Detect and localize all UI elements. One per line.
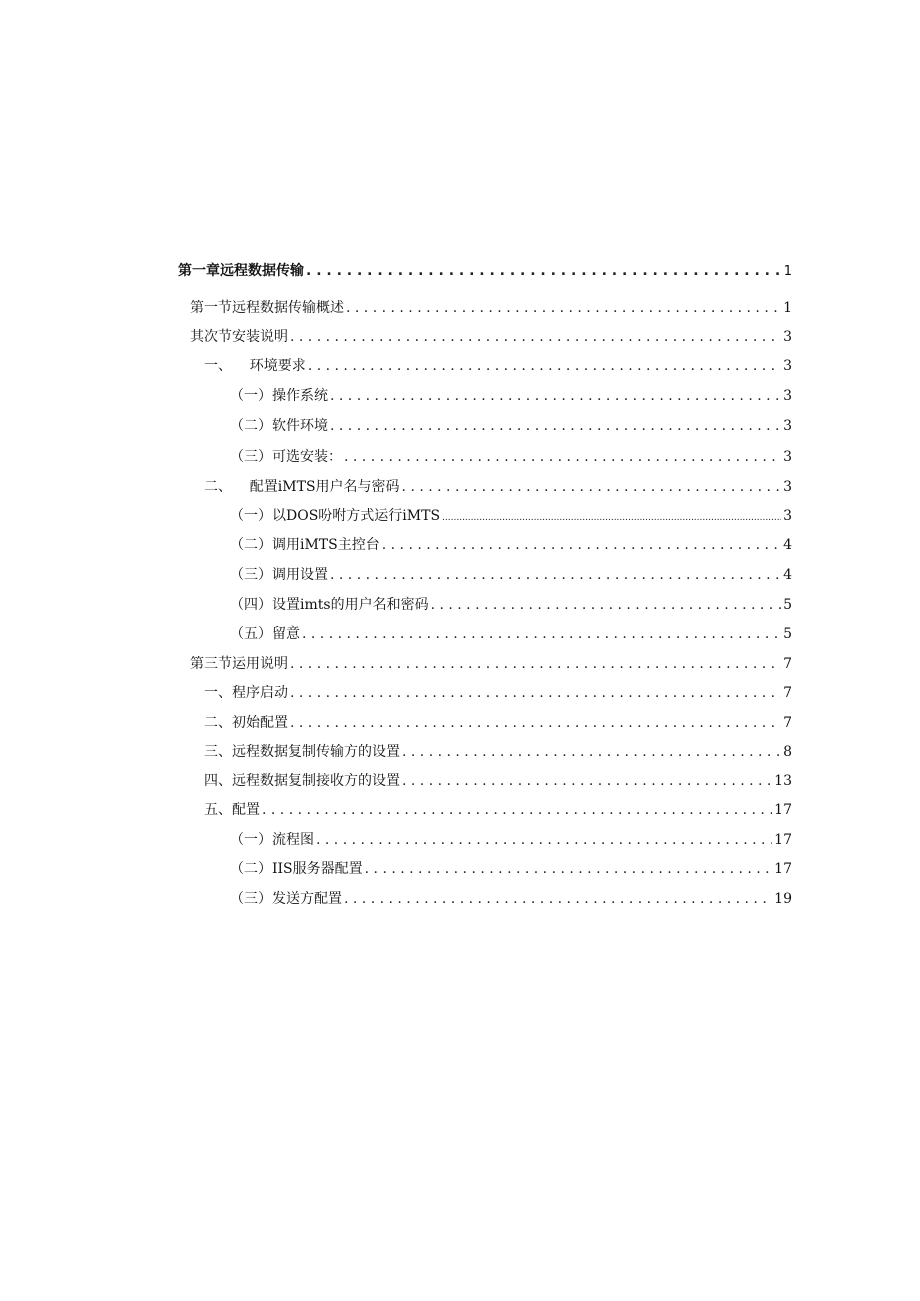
toc-entry-2-1-3[interactable] [230, 446, 792, 468]
toc-entry-2-2-3[interactable] [230, 564, 792, 586]
toc-entry-title: 二、初始配置 [204, 715, 288, 731]
toc-entry-2-2-2[interactable] [230, 534, 792, 556]
toc-entry-2-2[interactable] [204, 476, 792, 498]
toc-entry-title: 第一节远程数据传输概述 [190, 300, 344, 316]
dot-leader [262, 799, 772, 821]
toc-entry-title: （二）调用iMTS主控台 [230, 537, 380, 553]
toc-entry-2-1[interactable] [204, 355, 792, 377]
dot-leader [442, 505, 781, 529]
toc-entry-title: （二）软件环境 [230, 418, 328, 434]
toc-entry-title: （一）流程图 [230, 832, 314, 848]
toc-entry-2-1-2[interactable] [230, 415, 792, 437]
dot-leader [330, 415, 781, 437]
dot-leader [365, 858, 773, 880]
dot-leader [302, 623, 781, 645]
dot-leader [290, 682, 781, 704]
toc-entry-title: （一）以DOS吩咐方式运行iMTS [230, 508, 441, 524]
dot-leader [330, 385, 781, 407]
toc-entry-title: 一、 环境要求 [204, 358, 306, 374]
toc-entry-title: （二）IIS服务器配置 [230, 861, 363, 877]
toc-entry-page: 17 [774, 802, 792, 818]
toc-entry-3-5-3[interactable] [230, 888, 792, 910]
toc-entry-page: 4 [783, 537, 792, 553]
toc-entry-title: 二、 配置iMTS用户名与密码 [204, 479, 400, 495]
dot-leader [344, 446, 781, 468]
toc-entry-page: 7 [783, 656, 792, 672]
toc-entry-2-2-1[interactable] [230, 505, 792, 527]
toc-entry-title: 其次节安装说明 [190, 329, 288, 345]
dot-leader [402, 476, 782, 498]
dot-leader [290, 326, 781, 348]
toc-entry-title: 第三节运用说明 [190, 656, 288, 672]
toc-entry-page: 3 [783, 479, 792, 495]
toc-entry-3-2[interactable] [204, 712, 792, 734]
toc-entry-page: 4 [783, 567, 792, 583]
toc-entry-page: 8 [783, 744, 792, 760]
toc-entry-page: 1 [783, 264, 792, 279]
toc-entry-title: 第一章远程数据传输 [178, 263, 304, 279]
toc-entry-page: 3 [783, 508, 792, 524]
toc-entry-section-2[interactable] [190, 326, 792, 348]
toc-entry-page: 17 [774, 832, 792, 848]
toc-entry-page: 5 [783, 626, 792, 642]
toc-entry-chapter-1[interactable] [178, 260, 792, 282]
dot-leader [330, 564, 781, 586]
toc-entry-section-1[interactable] [190, 297, 792, 319]
toc-entry-page: 3 [783, 358, 792, 374]
toc-entry-3-5-1[interactable] [230, 829, 792, 851]
toc-entry-title: （三）调用设置 [230, 567, 328, 583]
toc-entry-2-2-5[interactable] [230, 623, 792, 645]
toc-entry-2-2-4[interactable] [230, 594, 792, 616]
toc-entry-title: （三）可选安装： [230, 449, 342, 465]
toc-entry-page: 3 [783, 449, 792, 465]
toc-entry-3-5-2[interactable] [230, 858, 792, 880]
dot-leader [402, 770, 772, 792]
toc-entry-section-3[interactable] [190, 653, 792, 675]
toc-entry-page: 3 [783, 388, 792, 404]
toc-entry-title: 四、远程数据复制接收方的设置 [204, 773, 400, 789]
toc-entry-3-1[interactable] [204, 682, 792, 704]
dot-leader [431, 594, 782, 616]
dot-leader [382, 534, 781, 556]
toc-entry-title: （四）设置imts的用户名和密码 [230, 597, 429, 613]
toc-entry-title: 五、配置 [204, 802, 260, 818]
toc-entry-page: 17 [774, 861, 792, 877]
toc-entry-3-4[interactable] [204, 770, 792, 792]
toc-entry-title: 一、程序启动 [204, 685, 288, 701]
toc-entry-page: 3 [783, 329, 792, 345]
toc-entry-title: （三）发送方配置 [230, 891, 342, 907]
dot-leader [346, 297, 781, 319]
toc-entry-page: 19 [774, 891, 792, 907]
toc-entry-page: 7 [783, 685, 792, 701]
dot-leader [290, 712, 781, 734]
toc-entry-page: 3 [783, 418, 792, 434]
toc-entry-title: （一）操作系统 [230, 388, 328, 404]
toc-entry-3-5[interactable] [204, 799, 792, 821]
dot-leader [290, 653, 781, 675]
toc-entry-2-1-1[interactable] [230, 385, 792, 407]
toc-entry-page: 13 [774, 773, 792, 789]
toc-entry-page: 1 [783, 300, 792, 316]
dot-leader [306, 260, 782, 282]
toc-entry-page: 5 [783, 597, 792, 613]
dot-leader [402, 741, 781, 763]
dot-leader [316, 829, 772, 851]
toc-entry-page: 7 [783, 715, 792, 731]
toc-entry-3-3[interactable] [204, 741, 792, 763]
toc-entry-title: （五）留意 [230, 626, 300, 642]
toc-entry-title: 三、远程数据复制传输方的设置 [204, 744, 400, 760]
dot-leader [308, 355, 781, 377]
dot-leader [344, 888, 772, 910]
